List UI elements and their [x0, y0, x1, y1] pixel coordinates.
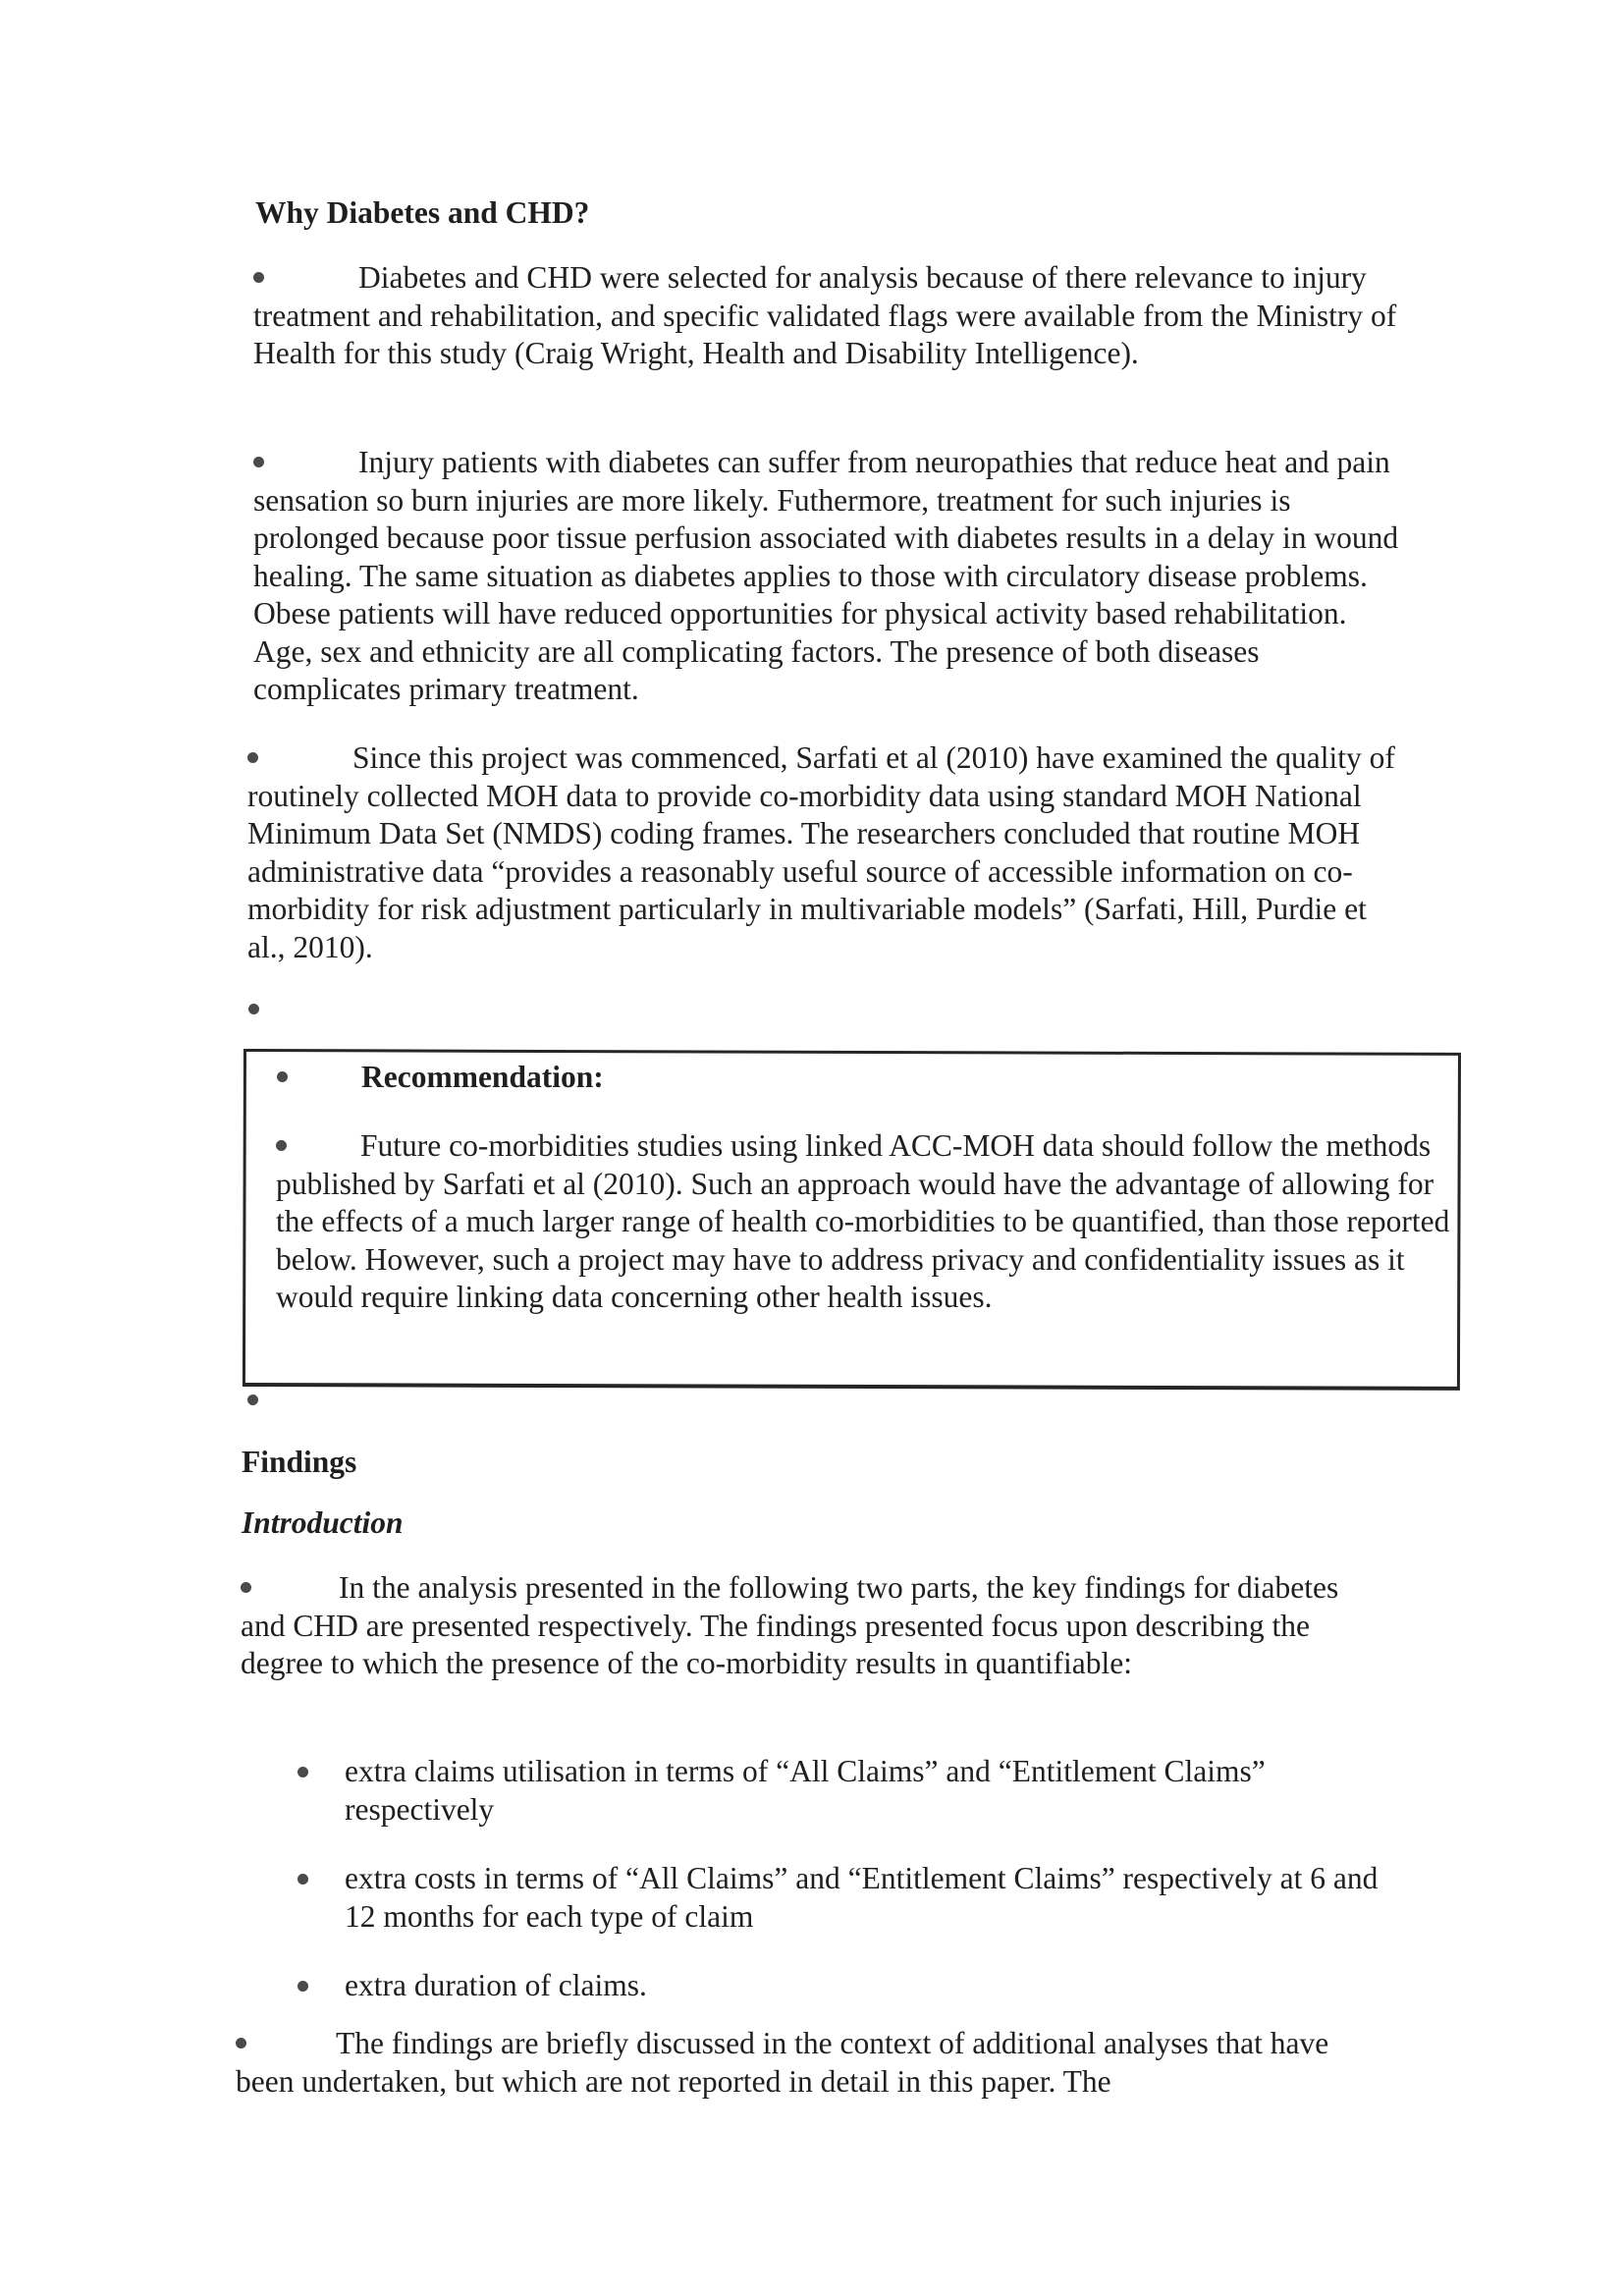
heading-why-diabetes-chd: Why Diabetes and CHD?: [255, 195, 590, 230]
paragraph-text: Since this project was commenced, Sarfati et al (2010) have examined the quality of routinely collected MOH data to provide co-morbidity data using standard MOH National Minimum Data Set (NMDS) coding frames. The researchers concluded that routine MOH administrative data “provides a reasonably useful source of accessible information on co-morbidity for risk adjustment particularly in multivariable models” (Sarfati, Hill, Purdie et al., 2010).: [247, 740, 1395, 964]
bullet-icon: [277, 1071, 288, 1082]
list-item: [295, 1860, 1404, 1936]
introduction-subheading: Introduction: [242, 1505, 404, 1540]
bullet-icon: [298, 1874, 308, 1885]
bullet-icon: [253, 272, 264, 283]
bullet-icon: [247, 1394, 258, 1405]
findings-list: [295, 1753, 1404, 2037]
bullet-icon: [236, 2038, 246, 2049]
list-item: [295, 1753, 1404, 1829]
bullet-icon: [276, 1140, 287, 1151]
findings-heading: Findings: [242, 1445, 357, 1479]
recommendation-text: [276, 1127, 1464, 1317]
findings-closing-paragraph: [236, 2025, 1345, 2101]
paragraph-injury-patients: [253, 444, 1412, 709]
bullet-icon: [298, 1981, 308, 1992]
findings-intro-paragraph: [241, 1569, 1380, 1683]
paragraph-sarfati: [247, 739, 1406, 966]
recommendation-heading-text: Recommendation:: [361, 1060, 604, 1094]
paragraph-text: The findings are briefly discussed in the context of additional analyses that have been undertaken, but which are not reported in detail in this paper. The: [236, 2026, 1329, 2099]
bullet-icon: [248, 1004, 259, 1014]
bullet-icon: [253, 457, 264, 467]
paragraph-text: Diabetes and CHD were selected for analysis because of there relevance to injury treatment and rehabilitation, and specific validated flags were available from the Ministry of Health for this study (Craig Wright, Health and Disability Intelligence).: [253, 260, 1397, 370]
list-item: [295, 1967, 1404, 2005]
list-item-text: extra duration of claims.: [345, 1968, 647, 2002]
bullet-icon: [241, 1582, 251, 1593]
list-item-text: extra costs in terms of “All Claims” and “Entitlement Claims” respectively at 6 and 12 months for each type of claim: [345, 1861, 1379, 1934]
paragraph-relevance: [253, 259, 1402, 373]
paragraph-text: Injury patients with diabetes can suffer from neuropathies that reduce heat and pain sensation so burn injuries are more likely. Futhermore, treatment for such injuries is prolonged because poor tissue perfusion associated with diabetes results in a delay in wound healing. The same situation as diabetes applies to those with circulatory disease problems. Obese patients will have reduced opportunities for physical activity based rehabilitation. Age, sex and ethnicity are all complicating factors. The presence of both diseases complicates primary treatment.: [253, 445, 1399, 706]
recommendation-heading: [277, 1059, 604, 1097]
paragraph-text: In the analysis presented in the following two parts, the key findings for diabetes and CHD are presented respectively. The findings presented focus upon describing the degree to which the presence of the co-morbidity results in quantifiable:: [241, 1570, 1339, 1680]
bullet-icon: [298, 1767, 308, 1777]
list-item-text: extra claims utilisation in terms of “All Claims” and “Entitlement Claims” respectively: [345, 1754, 1266, 1827]
bullet-icon: [247, 752, 258, 763]
recommendation-body: Future co-morbidities studies using linked ACC-MOH data should follow the methods published by Sarfati et al (2010). Such an approach would have the advantage of allowing for the effects of a much larger range of health co-morbidities to be quantified, than those reported below. However, such a project may have to address privacy and confidentiality issues as it would require linking data concerning other health issues.: [276, 1128, 1450, 1314]
